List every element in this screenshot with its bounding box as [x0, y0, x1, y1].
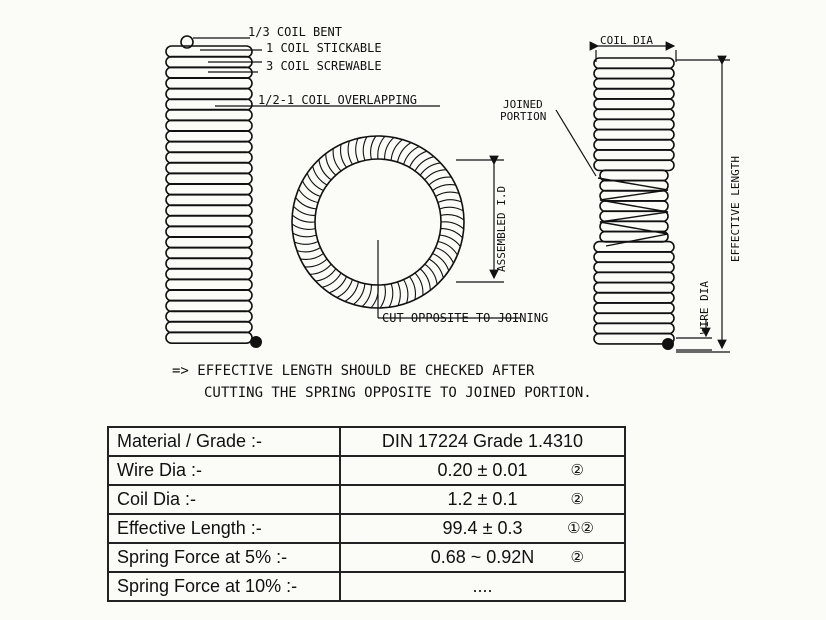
ring-coil-turn	[319, 160, 331, 180]
ring-coil-turn	[326, 154, 336, 176]
label-coil-stickable: 1 COIL STICKABLE	[266, 41, 382, 55]
ring-coil-turn	[348, 141, 352, 165]
spec-label: Wire Dia :-	[108, 456, 340, 485]
ring-coil-turn	[438, 200, 462, 203]
coil-turn	[594, 68, 674, 79]
ring-coil-turn	[296, 198, 317, 209]
ring-coil-turn	[362, 285, 371, 307]
ring-coil-turn	[378, 136, 385, 159]
coil-turn	[166, 99, 252, 110]
ring-coil-turn	[440, 207, 464, 211]
coil-turn	[166, 290, 252, 301]
ring-coil-turn	[316, 269, 336, 281]
ring-coil-turn	[404, 147, 420, 165]
coil-turn	[166, 78, 252, 89]
ring-coil-turn	[292, 215, 315, 222]
coil-turn	[594, 293, 674, 304]
ring-coil-turn	[345, 282, 359, 302]
coil-turn	[166, 184, 252, 195]
coil-turn	[594, 129, 674, 140]
ring-coil-turn	[371, 136, 376, 159]
spec-label: Spring Force at 5% :-	[108, 543, 340, 572]
label-coil-bent: 1/3 COIL BENT	[248, 25, 342, 39]
ring-coil-turn	[415, 273, 423, 295]
spec-value	[340, 572, 625, 601]
coil-turn	[594, 150, 674, 161]
ring-coil-turn	[425, 170, 447, 180]
ring-coil-turn	[433, 254, 449, 271]
coil-turn	[594, 58, 674, 69]
spec-label: Coil Dia :-	[108, 485, 340, 514]
spec-value-text: ....	[472, 576, 493, 596]
ring-coil-turn	[420, 163, 440, 175]
spec-label: Spring Force at 10% :-	[108, 572, 340, 601]
coil-turn	[594, 242, 674, 253]
ring-coil-turn	[310, 264, 332, 274]
coil-turn	[594, 323, 674, 334]
label-coil-overlapping: 1/2-1 COIL OVERLAPPING	[258, 93, 417, 107]
ring-coil-turn	[305, 259, 327, 267]
coil-turn	[594, 313, 674, 324]
table-row	[108, 514, 625, 543]
ring-coil-turn	[398, 282, 401, 306]
coil-turn	[594, 333, 674, 344]
ring-coil-turn	[415, 157, 434, 171]
ring-coil-turn	[441, 229, 463, 238]
spec-value	[340, 427, 625, 456]
coil-turn	[594, 109, 674, 120]
label-portion: PORTION	[500, 110, 547, 123]
label-cut-opposite: CUT OPPOSITE TO JOINING	[382, 311, 549, 325]
coil-turn	[166, 110, 252, 121]
note-line-1: => EFFECTIVE LENGTH SHOULD BE CHECKED AFTER	[172, 363, 535, 379]
spec-mark: ②	[570, 549, 584, 566]
spec-value	[340, 543, 625, 572]
coil-turn	[600, 180, 668, 191]
ring-coil-turn	[425, 264, 437, 284]
spec-mark: ①②	[567, 520, 594, 537]
coil-turn	[166, 269, 252, 280]
coil-turn	[594, 252, 674, 262]
label-coil-screwable: 3 COIL SCREWABLE	[266, 59, 382, 73]
ring-spring	[292, 136, 520, 318]
coil-turn	[166, 205, 252, 216]
spec-value-text: 99.4 ± 0.3	[442, 518, 523, 538]
ring-coil-turn	[433, 185, 456, 191]
table-row	[108, 456, 625, 485]
ring-coil-turn	[297, 248, 321, 252]
ring-coil-turn	[313, 166, 327, 185]
ring-coil-turn	[380, 285, 385, 308]
ring-coil-turn	[341, 144, 347, 167]
ring-coil-turn	[385, 138, 394, 160]
spec-value	[340, 514, 625, 543]
ring-coil-turn	[329, 277, 346, 293]
ring-coil-turn	[300, 254, 323, 260]
coil-turn	[166, 131, 252, 142]
ring-coil-turn	[292, 224, 315, 229]
coil-turn	[166, 194, 252, 205]
coil-turn	[166, 173, 252, 184]
coil-turn	[166, 141, 252, 152]
spec-value-text: 0.20 ± 0.01	[437, 460, 528, 480]
ring-coil-turn	[429, 259, 443, 278]
coil-turn	[166, 88, 252, 99]
label-coil-dia: COIL DIA	[600, 34, 653, 47]
coil-turn	[594, 89, 674, 100]
ring-coil-turn	[440, 235, 461, 246]
label-effective-length: EFFECTIVE LENGTH	[729, 156, 742, 262]
ring-coil-turn	[356, 138, 359, 162]
ring-coil-turn	[420, 269, 430, 291]
ring-coil-turn	[429, 177, 451, 185]
spec-value-text: DIN 17224 Grade 1.4310	[381, 431, 584, 451]
spec-value-text: 0.68 ~ 0.92N	[430, 547, 535, 567]
coil-turn	[594, 160, 674, 171]
note-line-2: CUTTING THE SPRING OPPOSITE TO JOINED PORTION.	[204, 385, 592, 401]
ring-coil-turn	[337, 280, 353, 298]
coil-turn	[594, 272, 674, 283]
ring-coil-turn	[436, 192, 460, 196]
spec-label: Effective Length :-	[108, 514, 340, 543]
spec-mark: ②	[570, 491, 584, 508]
table-row	[108, 485, 625, 514]
spec-table	[107, 426, 626, 602]
coil-turn	[594, 78, 674, 89]
ring-coil-turn	[391, 140, 402, 161]
coil-turn	[166, 311, 252, 322]
coil-turn	[594, 262, 674, 273]
ring-coil-turn	[294, 206, 316, 215]
coil-turn	[166, 46, 252, 57]
spec-value	[340, 456, 625, 485]
coil-turn	[166, 258, 252, 269]
ring-coil-turn	[410, 151, 427, 167]
ring-coil-turn	[354, 284, 365, 305]
label-assembled-id: ASSEMBLED I.D	[495, 185, 508, 272]
coil-turn	[166, 67, 252, 78]
ring-coil-turn	[333, 149, 341, 171]
table-row	[108, 427, 625, 456]
ring-coil-turn	[307, 173, 323, 190]
spec-value-text: 1.2 ± 0.1	[447, 489, 518, 509]
coil-turn	[594, 282, 674, 293]
coil-turn	[166, 163, 252, 174]
ring-coil-turn	[363, 137, 367, 161]
coil-turn	[166, 322, 252, 333]
spec-value	[340, 485, 625, 514]
coil-turn	[166, 120, 252, 131]
ring-coil-turn	[322, 273, 341, 287]
coil-turn	[166, 226, 252, 237]
label-wire-dia: WIRE DIA	[698, 281, 711, 334]
spec-mark: ②	[570, 462, 584, 479]
coil-turn	[594, 140, 674, 151]
left-spring-wire-end	[250, 336, 262, 348]
ring-coil-turn	[404, 280, 408, 304]
left-spring	[166, 46, 252, 343]
ring-coil-turn	[441, 215, 464, 220]
coil-turn	[166, 300, 252, 311]
spec-label: Material / Grade :-	[108, 427, 340, 456]
table-row	[108, 543, 625, 572]
ring-coil-turn	[371, 285, 378, 308]
ring-coil-turn	[389, 284, 393, 308]
coil-turn	[600, 170, 668, 181]
table-row	[108, 572, 625, 601]
ring-coil-turn	[398, 143, 412, 163]
coil-turn	[166, 152, 252, 163]
coil-turn	[594, 303, 674, 314]
right-spring-wire-end	[662, 338, 674, 350]
coil-turn	[600, 221, 668, 232]
coil-turn	[166, 216, 252, 227]
coil-turn	[166, 332, 252, 343]
ring-coil-turn	[303, 181, 321, 197]
ring-coil-turn	[438, 242, 458, 256]
ring-coil-turn	[436, 248, 454, 264]
coil-turn	[594, 99, 674, 110]
label-joined: JOINED	[503, 98, 543, 111]
coil-turn	[594, 119, 674, 130]
ring-coil-turn	[294, 242, 318, 245]
coil-turn	[166, 237, 252, 248]
coil-turn	[166, 247, 252, 258]
ring-coil-turn	[293, 233, 317, 237]
ring-coil-turn	[410, 277, 416, 300]
ring-coil-turn	[299, 189, 319, 203]
ring-coil-turn	[441, 222, 464, 229]
coil-turn	[166, 279, 252, 290]
